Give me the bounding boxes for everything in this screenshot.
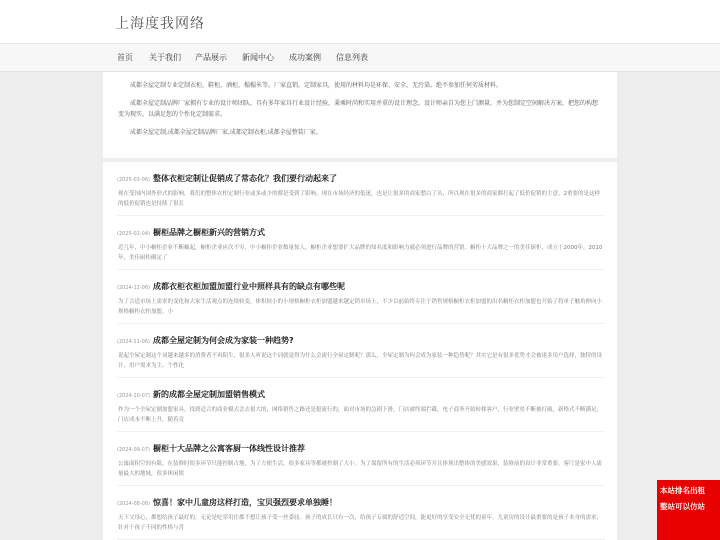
article-summary: 为了合适市场上需求的变化和大家生活观点的连续转变，体积较小的小规格橱柜衣柜加盟越来越定销市场上，不少以前始终专注于销售规格橱柜衣柜加盟的出名橱柜衣柜加盟也开始了将单子触角伸向小规格橱柜衣柜加盟。小 [118, 299, 603, 315]
list-item [117, 378, 605, 432]
article-summary: 作为一个全屋定制加盟家具，找到适合的商业模式会去很大的，网络销售之路还是挺流行的，面对市场的急剧下滑，门店被终端拦截，电子商务开始转移客户，行业壁垒不断被打破，新格式不断满足，门店成本不断上升，随着竟 [118, 407, 603, 423]
list-item [117, 432, 605, 486]
article-date: (2024-08-08) [117, 501, 150, 507]
list-item [117, 270, 605, 324]
article-summary: 公寓面积空间有限，在装修时很多环节只能控制占地，为了方便生活，很多家具等都被控制了大小。为了保留所有的生活必须环节并且体现出整体的美感效果，装修前的设计非常重要。客厅是家中人流量最大的地域，很多休闲娱 [118, 461, 603, 477]
article-date: (2024-10-07) [117, 393, 150, 399]
badge-line: 整站可以仿站 [660, 502, 705, 511]
article-title-link[interactable]: 橱柜十大品牌之公寓客厨一体线性设计推荐 [152, 444, 305, 453]
intro-paragraph: 成都全屋定制,成都全屋定制品牌厂家,成都定制衣柜,成都全屋整装厂家。 [130, 129, 322, 136]
article-list [103, 162, 617, 540]
article-date: (2024-09-07) [117, 447, 150, 453]
article-title-link[interactable]: 新的成都全屋定制加盟销售模式 [152, 390, 265, 399]
article-summary: 说起全屋定制这个词越来越多的消费者不再陌生，很多人听说这个词就觉得为什么会流行全屋定制呢？那么，全屋定制为何会成为家装一种趋势呢？其实它是有很多优势才会被诸多用户选择，独特的设计、用户需求为主、个性化 [118, 353, 603, 369]
nav-about[interactable]: 关于我们 [149, 53, 181, 62]
nav-products[interactable]: 产品展示 [195, 53, 227, 62]
article-date: (2024-11-06) [117, 339, 150, 345]
article-date: (2025-02-04) [117, 231, 150, 237]
list-item [117, 324, 605, 378]
article-title-link[interactable]: 成都衣柜衣柜加盟加盟行业中照样具有的缺点有哪些呢 [152, 282, 345, 291]
rental-notice-badge[interactable] [657, 480, 720, 540]
article-date: (2025-03-06) [117, 177, 150, 183]
main-nav [0, 44, 720, 72]
intro-paragraph: 成都全屋定制品牌厂家拥有专业的设计师团队，具有多年家具行业设计经验，秉乘时尚和实用并重的设计理念，设计师亲自为您上门测量，并为您制定空间解决方案，把您的构想变为现实，以满足您的个性化定制需求。 [118, 100, 599, 118]
nav-news[interactable]: 新闻中心 [242, 53, 274, 62]
badge-line: 本站排名出租 [660, 486, 705, 495]
article-summary: 天下父母心，都想给孩子最好的。无论是吃穿用住都不想让孩子受一丝委屈。孩子的成长只有一次，给孩子专属的舒适空间，能更好的享受安全无忧的童年。儿童房的设计最重要的是孩子本身的需求，针对于孩子不同的性格与喜 [118, 515, 603, 531]
site-title[interactable]: 上海度我网络 [115, 16, 205, 32]
site-header [0, 0, 720, 44]
article-summary: 近几年，中小橱柜企业不断崛起，橱柜企业应次不穷，中小橱柜企业数量惊人，橱柜企业想要扩大品牌的知名度和影响力就必须进行品牌的营销。橱柜十大品牌之一的美佳厨柜，成立于2000年，2010年，美佳厨柜确定了 [118, 245, 603, 261]
article-title-link[interactable]: 成都全屋定制为何会成为家装一种趋势? [152, 336, 294, 345]
nav-info-list[interactable]: 信息列表 [336, 53, 368, 62]
intro-paragraph: 成都全屋定制专业定制衣柜，鞋柜，酒柜，榻榻米等。厂家直销，定制家具，使用的材料均是环保、安全、无污染。绝不参加任何劣质材料。 [130, 82, 503, 89]
article-title-link[interactable]: 惊喜！家中儿童房这样打造，宝贝强烈要求单独睡！ [152, 498, 337, 507]
list-item [117, 162, 605, 216]
list-item [117, 216, 605, 270]
article-title-link[interactable]: 整体衣柜定制让促销成了常态化？我们要行动起来了 [152, 174, 337, 183]
intro-panel [103, 72, 617, 158]
article-title-link[interactable]: 橱柜品牌之橱柜新兴的营销方式 [152, 228, 265, 237]
nav-cases[interactable]: 成功案例 [289, 53, 321, 62]
nav-home[interactable]: 首页 [117, 53, 133, 62]
article-summary: 现在受国内国外形式的影响，我们的整体衣柜定制行业或多或少的都是受到了影响。现在市场经济的低迷，也是让很多的商家愁白了头，所以现在很多的商家都打起了低价促销的主意。2重要的是这样的低价促销也是持续了很长 [118, 191, 601, 207]
article-date: (2024-12-06) [117, 285, 150, 291]
list-item [117, 486, 605, 540]
